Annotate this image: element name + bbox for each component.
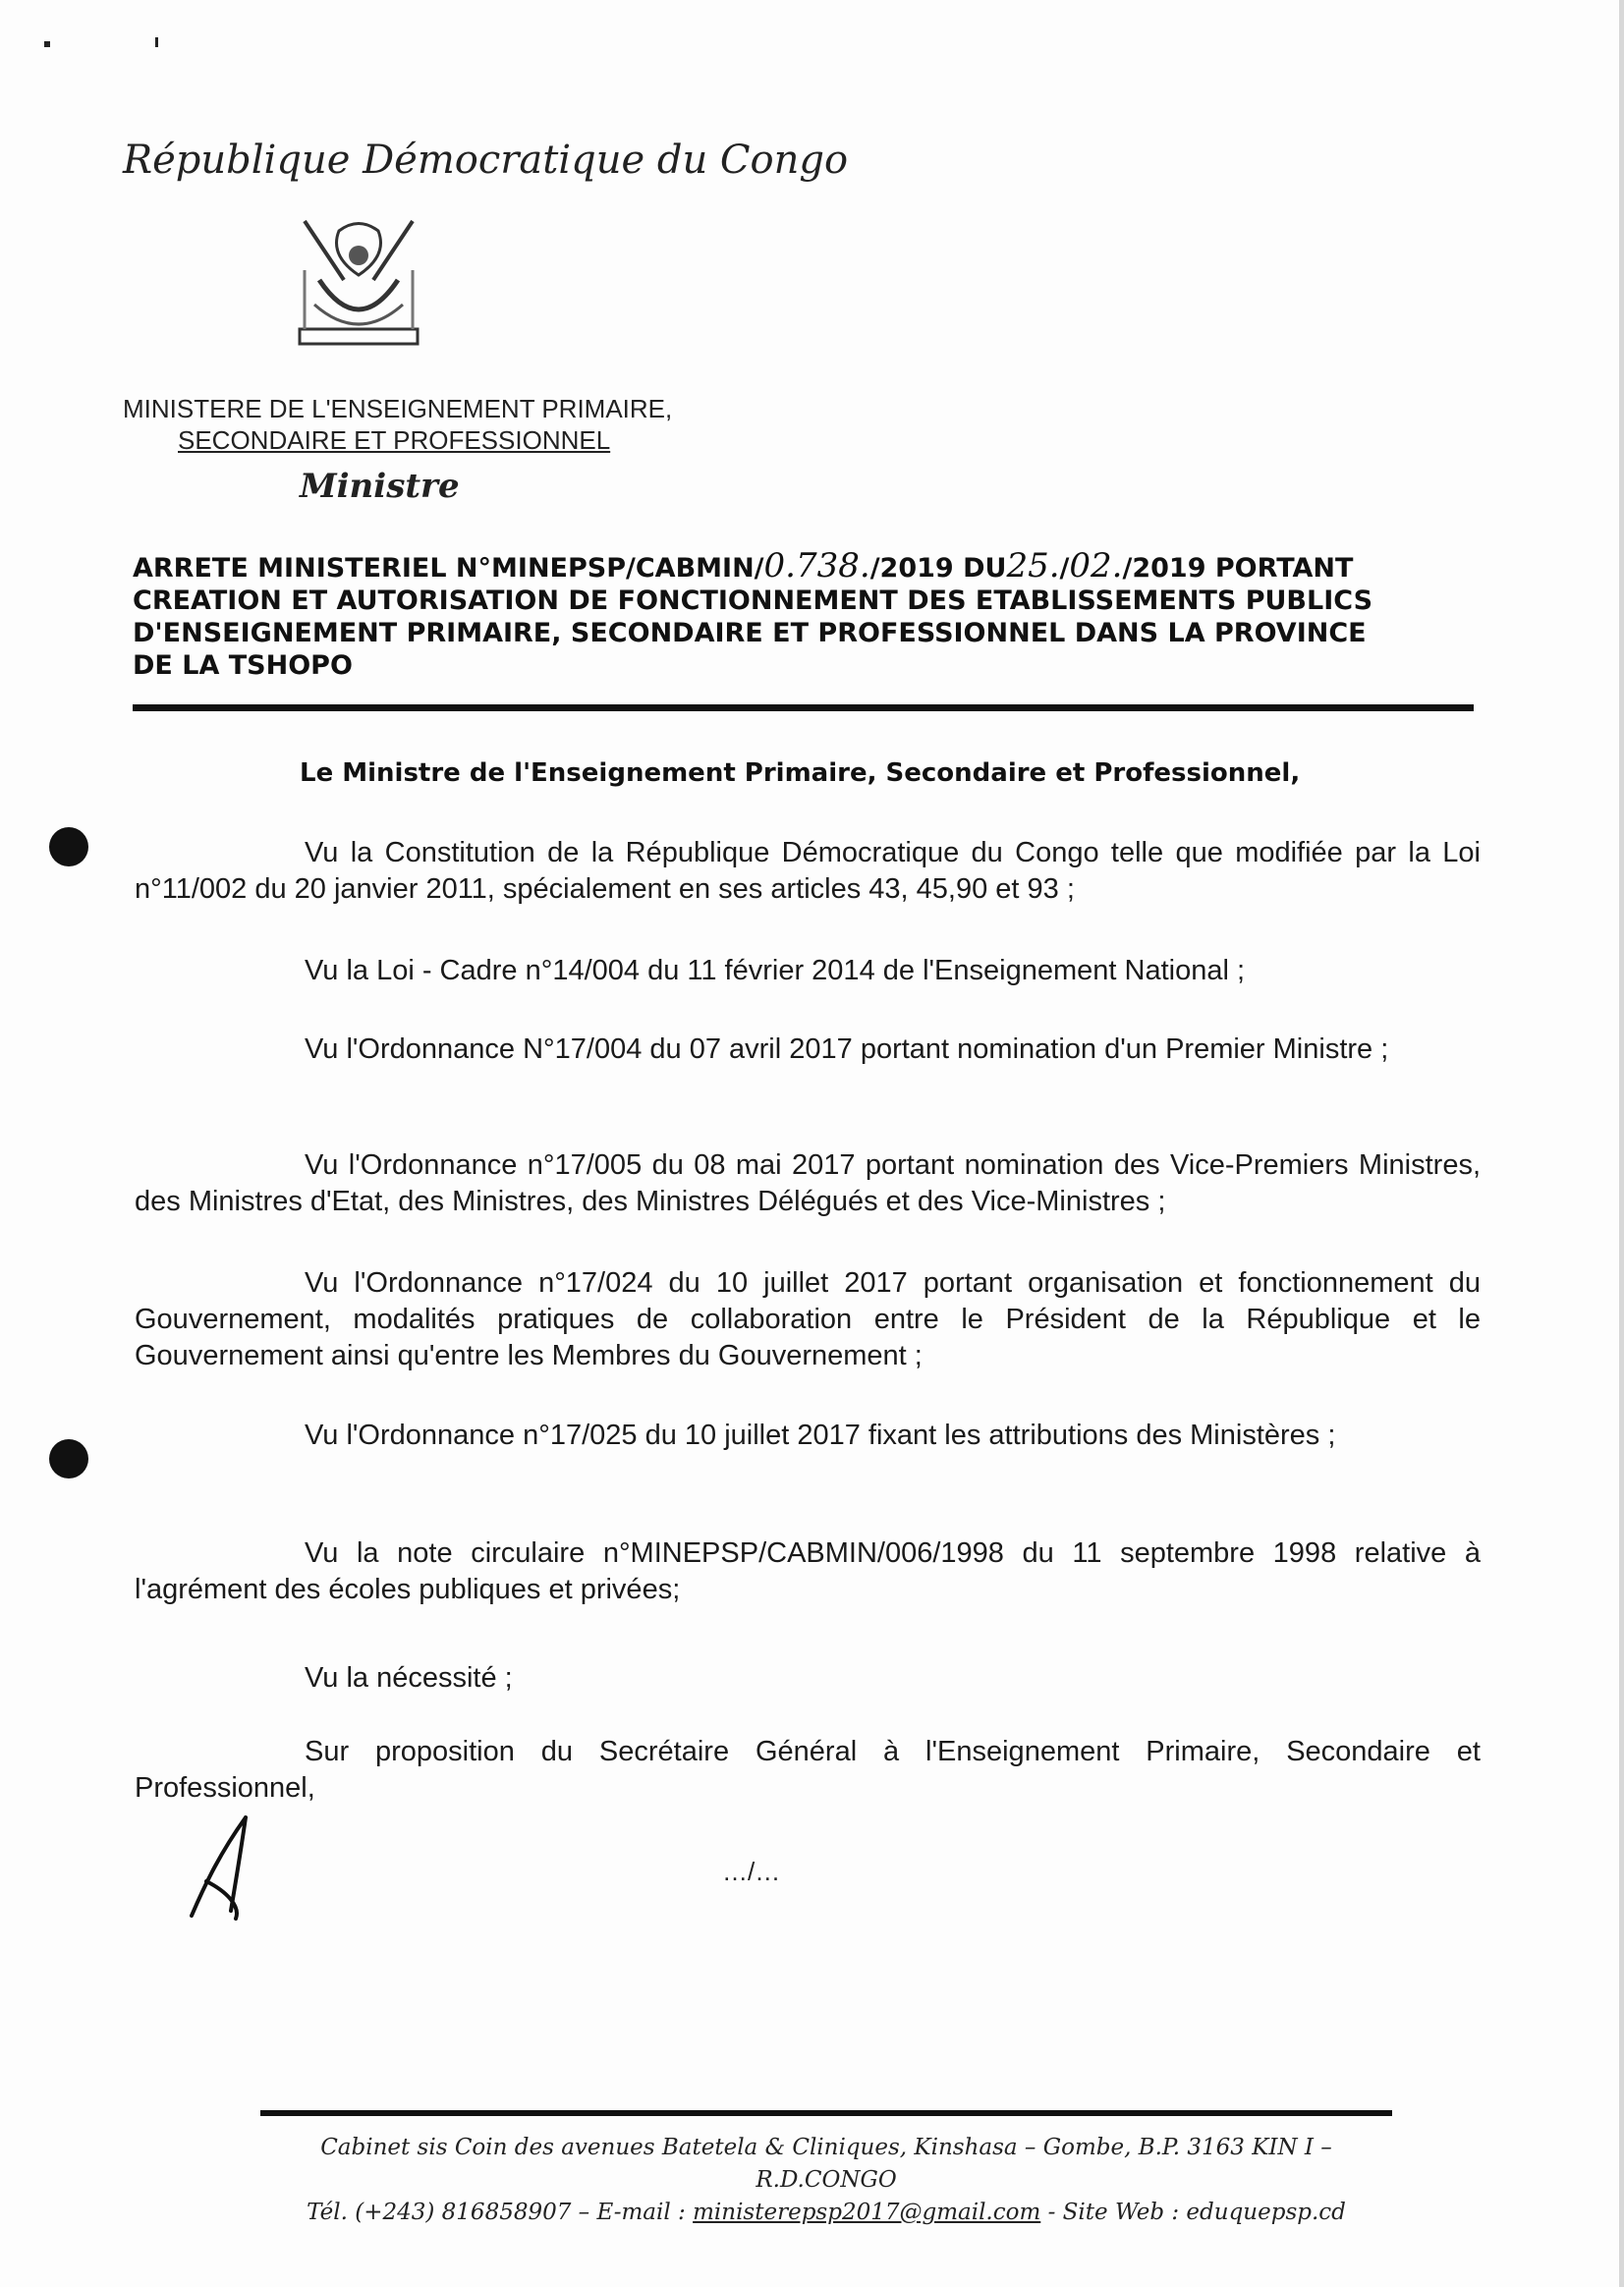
title-line-1: ARRETE MINISTERIEL N°MINEPSP/CABMIN/0.738./2019 DU25./02./2019 PORTANT xyxy=(133,546,1354,586)
title-divider xyxy=(133,704,1474,711)
paragraph: Vu l'Ordonnance n°17/025 du 10 juillet 2017 fixant les attributions des Ministères ; xyxy=(305,1420,1336,1451)
republic-heading: République Démocratique du Congo xyxy=(123,138,849,183)
paragraph: Vu la Constitution de la République Démocratique du Congo telle que modifiée par la Loi n°11/002 du 20 janvier 2011, spécialement en ses articles 43, 45,90 et 93 ; xyxy=(135,837,1481,905)
scan-edge xyxy=(1619,0,1624,2287)
paragraph: Vu la note circulaire n°MINEPSP/CABMIN/006/1998 du 11 septembre 1998 relative à l'agrément des écoles publiques et privées; xyxy=(135,1537,1481,1605)
handwritten-number: 0.738. xyxy=(763,546,870,586)
footer xyxy=(260,2132,1392,2229)
handwritten-initial-icon xyxy=(187,1813,265,1921)
punch-hole xyxy=(49,1439,88,1478)
title-line-2: CREATION ET AUTORISATION DE FONCTIONNEMENT DES ETABLISSEMENTS PUBLICS xyxy=(133,586,1373,616)
handwritten-month: 02. xyxy=(1069,546,1123,586)
scan-speck xyxy=(44,41,50,47)
footer-email[interactable]: ministerepsp2017@gmail.com xyxy=(693,2200,1041,2225)
preamble: Le Ministre de l'Enseignement Primaire, Secondaire et Professionnel, xyxy=(300,758,1301,788)
scan-speck xyxy=(155,37,158,47)
ministry-line-1: MINISTERE DE L'ENSEIGNEMENT PRIMAIRE, xyxy=(123,394,673,423)
decree-title xyxy=(133,546,1469,682)
handwritten-day: 25. xyxy=(1006,546,1060,586)
coat-of-arms-icon xyxy=(285,211,432,368)
footer-address: Cabinet sis Coin des avenues Batetela & Cliniques, Kinshasa – Gombe, B.P. 3163 KIN I – R.D.CONGO xyxy=(320,2135,1332,2193)
ministry-line-2: SECONDAIRE ET PROFESSIONNEL xyxy=(178,425,611,455)
footer-contact: Tél. (+243) 816858907 – E-mail : ministerepsp2017@gmail.com - Site Web : eduquepsp.cd xyxy=(307,2200,1346,2225)
title-line-3: D'ENSEIGNEMENT PRIMAIRE, SECONDAIRE ET PROFESSIONNEL DANS LA PROVINCE xyxy=(133,618,1367,648)
title-line-4: DE LA TSHOPO xyxy=(133,650,353,681)
punch-hole xyxy=(49,827,88,866)
paragraph: Vu l'Ordonnance n°17/024 du 10 juillet 2017 portant organisation et fonctionnement du Gouvernement, modalités pratiques de collaboration entre le Président de la République et le Gouvernement ainsi qu'entre les Membres du Gouvernement ; xyxy=(135,1267,1481,1371)
paragraph: Vu la nécessité ; xyxy=(305,1662,513,1694)
paragraph: Sur proposition du Secrétaire Général à l'Enseignement Primaire, Secondaire et Professionnel, xyxy=(135,1736,1481,1804)
footer-divider xyxy=(260,2110,1392,2116)
paragraph: Vu la Loi - Cadre n°14/004 du 11 février 2014 de l'Enseignement National ; xyxy=(305,955,1246,986)
paragraph: Vu l'Ordonnance N°17/004 du 07 avril 2017 portant nomination d'un Premier Ministre ; xyxy=(305,1033,1389,1065)
paragraph: Vu l'Ordonnance n°17/005 du 08 mai 2017 portant nomination des Vice-Premiers Ministres, des Ministres d'Etat, des Ministres, des Ministres Délégués et des Vice-Ministres ; xyxy=(135,1149,1481,1217)
ministry-name xyxy=(123,393,672,456)
continued-marker: …/… xyxy=(722,1857,781,1886)
minister-label: Ministre xyxy=(300,467,460,506)
